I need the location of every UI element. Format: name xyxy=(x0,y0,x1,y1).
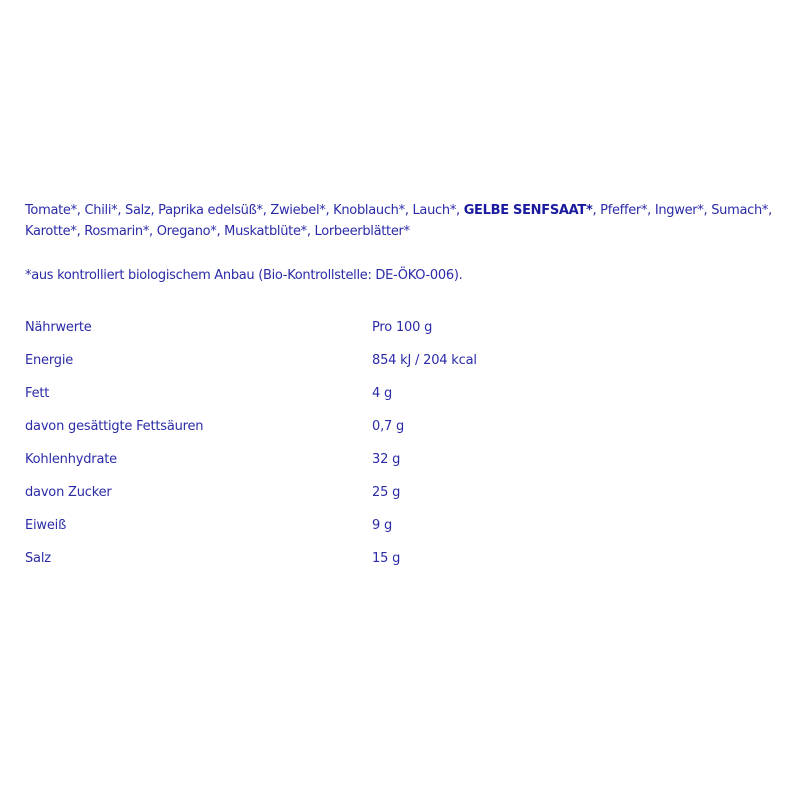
nutrient-name: Energie xyxy=(25,353,74,368)
nutrient-name: Fett xyxy=(25,386,50,401)
table-row xyxy=(25,542,477,575)
table-row xyxy=(25,509,477,542)
table-row xyxy=(25,410,477,443)
nutrient-value: 9 g xyxy=(372,518,393,533)
allergen-highlight: GELBE SENFSAAT* xyxy=(463,203,593,218)
nutrient-value: 25 g xyxy=(372,485,401,500)
nutrient-value: 4 g xyxy=(372,386,393,401)
ingredients-text-part1: Tomate*, Chili*, Salz, Paprika edelsüß*, Zwiebel*, Knoblauch*, Lauch*, xyxy=(25,203,464,218)
table-row xyxy=(25,344,477,377)
nutrient-name: Salz xyxy=(25,551,51,566)
table-row xyxy=(25,377,477,410)
table-row xyxy=(25,443,477,476)
ingredients-list xyxy=(25,200,795,242)
nutrient-value: 32 g xyxy=(372,452,401,467)
nutrient-value: 15 g xyxy=(372,551,401,566)
nutrient-name: Kohlenhydrate xyxy=(25,452,117,467)
nutrient-name: davon Zucker xyxy=(25,485,112,500)
table-row xyxy=(25,476,477,509)
ingredients-text-part2: , Pfeffer*, Ingwer*, Sumach*, Karotte*, Rosmarin*, Oregano*, Muskatblüte*, Lorbeerblätter* xyxy=(25,203,772,239)
nutrient-value: 0,7 g xyxy=(372,419,405,434)
organic-footnote: *aus kontrolliert biologischem Anbau (Bio-Kontrollstelle: DE-ÖKO-006). xyxy=(25,268,463,283)
nutrition-header-name: Nährwerte xyxy=(25,320,92,335)
nutrient-name: davon gesättigte Fettsäuren xyxy=(25,419,204,434)
nutrition-header-value: Pro 100 g xyxy=(372,320,433,335)
nutrient-name: Eiweiß xyxy=(25,518,67,533)
nutrient-value: 854 kJ / 204 kcal xyxy=(372,353,477,368)
nutrition-table xyxy=(25,311,477,575)
nutrition-header-row xyxy=(25,311,477,344)
product-info xyxy=(25,200,795,575)
